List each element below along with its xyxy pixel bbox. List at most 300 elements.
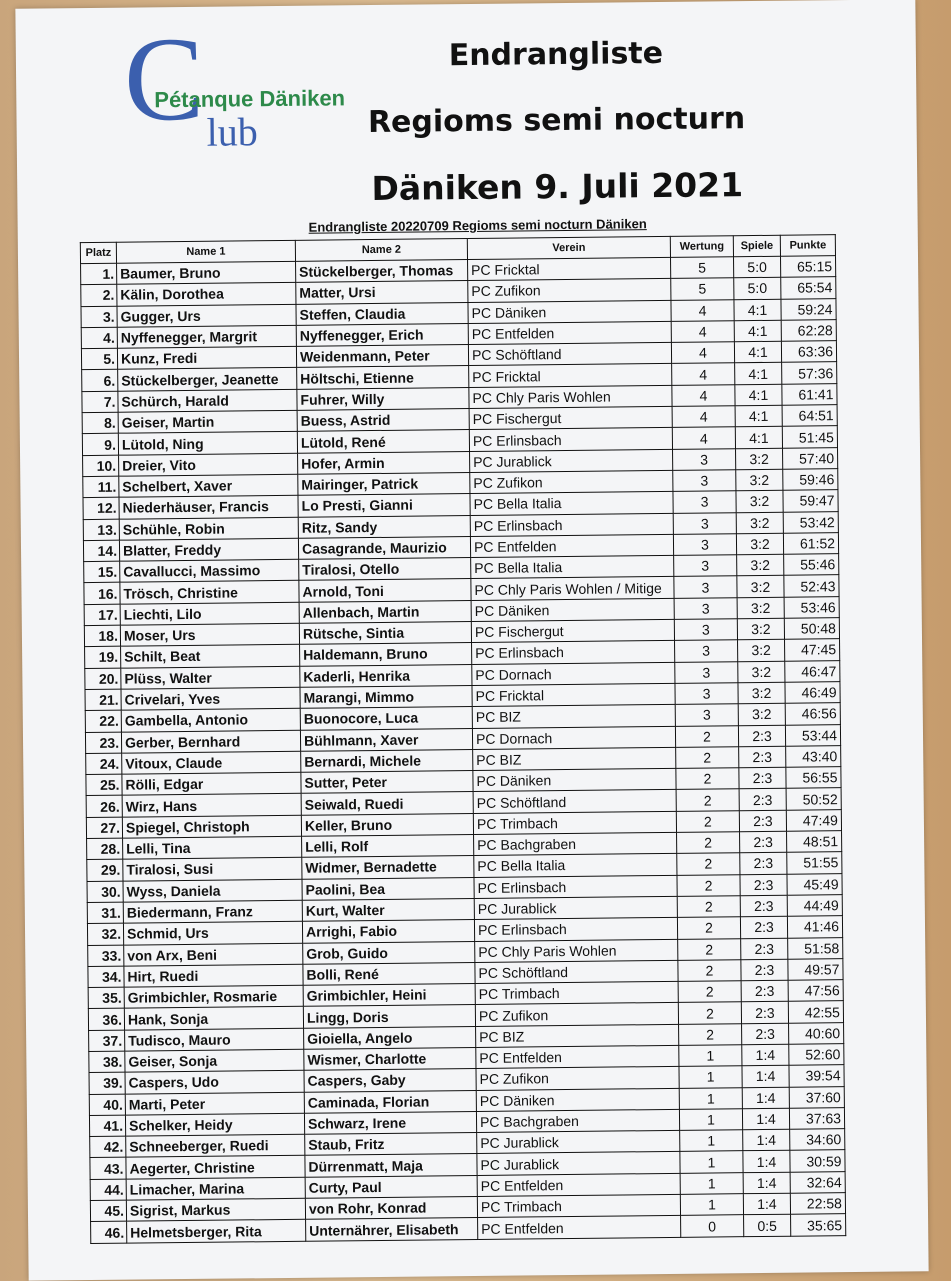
cell-verein: PC Jurablick	[474, 896, 677, 919]
cell-wertung: 2	[677, 853, 740, 875]
cell-name1: Dreier, Vito	[119, 453, 298, 476]
cell-spiele: 3:2	[737, 576, 784, 598]
cell-verein: PC Jurablick	[477, 1131, 680, 1154]
cell-platz: 10.	[83, 455, 119, 477]
cell-spiele: 3:2	[737, 618, 784, 640]
cell-platz: 42.	[90, 1136, 126, 1158]
cell-spiele: 2:3	[738, 725, 785, 747]
cell-verein: PC Fricktal	[472, 683, 675, 706]
cell-punkte: 46:49	[785, 682, 840, 704]
cell-name2: Steffen, Claudia	[296, 302, 468, 325]
cell-name1: Schelbert, Xaver	[119, 474, 298, 497]
cell-punkte: 50:52	[786, 788, 841, 810]
cell-punkte: 51:58	[788, 937, 843, 959]
col-header-punkte: Punkte	[780, 235, 835, 257]
cell-platz: 31.	[87, 902, 123, 924]
cell-wertung: 2	[677, 874, 740, 896]
cell-name2: Bernardi, Michele	[301, 749, 473, 772]
cell-punkte: 43:40	[786, 745, 841, 767]
cell-wertung: 4	[672, 427, 735, 449]
cell-name1: Biedermann, Franz	[123, 900, 302, 923]
cell-name1: Liechti, Lilo	[120, 602, 299, 625]
cell-punkte: 61:52	[783, 533, 838, 555]
cell-name2: Sutter, Peter	[301, 771, 473, 794]
cell-name1: Schneeberger, Ruedi	[126, 1134, 305, 1157]
cell-name2: Kaderli, Henrika	[300, 664, 472, 687]
cell-verein: PC Schöftland	[473, 790, 676, 813]
cell-spiele: 5:0	[734, 278, 781, 300]
cell-name2: Matter, Ursi	[296, 281, 468, 304]
cell-spiele: 4:1	[735, 427, 782, 449]
cell-platz: 4.	[81, 327, 117, 349]
cell-spiele: 2:3	[740, 895, 787, 917]
cell-verein: PC Bella Italia	[474, 854, 677, 877]
cell-spiele: 1:4	[742, 1108, 789, 1130]
cell-spiele: 3:2	[736, 469, 783, 491]
cell-wertung: 3	[675, 704, 738, 726]
cell-platz: 21.	[85, 689, 121, 711]
cell-name2: Lingg, Doris	[303, 1005, 475, 1028]
cell-wertung: 0	[681, 1215, 744, 1237]
cell-spiele: 2:3	[739, 767, 786, 789]
col-header-name1: Name 1	[116, 240, 295, 263]
cell-verein: PC Schöftland	[468, 343, 671, 366]
title-block	[346, 25, 768, 227]
cell-spiele: 3:2	[738, 703, 785, 725]
cell-wertung: 1	[679, 1066, 742, 1088]
cell-wertung: 2	[676, 768, 739, 790]
cell-punkte: 53:46	[784, 596, 839, 618]
cell-name1: Baumer, Bruno	[117, 261, 296, 284]
cell-spiele: 1:4	[742, 1087, 789, 1109]
title-line-3: Däniken 9. Juli 2021	[371, 165, 744, 209]
cell-name1: Geiser, Martin	[118, 410, 297, 433]
cell-verein: PC BIZ	[476, 1024, 679, 1047]
cell-wertung: 2	[677, 832, 740, 854]
cell-wertung: 3	[674, 597, 737, 619]
col-header-verein: Verein	[467, 236, 670, 259]
cell-name2: Fuhrer, Willy	[297, 387, 469, 410]
cell-platz: 20.	[85, 668, 121, 690]
cell-spiele: 2:3	[742, 1023, 789, 1045]
cell-spiele: 3:2	[736, 448, 783, 470]
cell-name1: Wyss, Daniela	[123, 879, 302, 902]
cell-punkte: 35:65	[791, 1214, 846, 1236]
cell-verein: PC Bachgraben	[474, 832, 677, 855]
cell-name1: Grimbichler, Rosmarie	[124, 985, 303, 1008]
cell-platz: 5.	[81, 348, 117, 370]
cell-name2: Bolli, René	[303, 962, 475, 985]
paper-sheet	[15, 0, 928, 1281]
cell-spiele: 4:1	[734, 320, 781, 342]
cell-name2: Grimbichler, Heini	[303, 984, 475, 1007]
title-line-2: Regioms semi nocturn	[367, 101, 746, 141]
cell-wertung: 3	[673, 512, 736, 534]
cell-name1: Sigrist, Markus	[126, 1198, 305, 1221]
cell-name1: Geiser, Sonja	[125, 1049, 304, 1072]
cell-name1: Lelli, Tina	[123, 836, 302, 859]
cell-platz: 34.	[88, 966, 124, 988]
cell-verein: PC Entfelden	[470, 534, 673, 557]
club-logo	[123, 11, 346, 158]
cell-verein: PC Dornach	[472, 662, 675, 685]
cell-name2: Gioiella, Angelo	[304, 1026, 476, 1049]
cell-platz: 38.	[89, 1051, 125, 1073]
cell-platz: 33.	[88, 945, 124, 967]
cell-punkte: 32:64	[790, 1171, 845, 1193]
cell-wertung: 2	[679, 1023, 742, 1045]
cell-name2: Allenbach, Martin	[299, 600, 471, 623]
cell-spiele: 2:3	[741, 980, 788, 1002]
cell-platz: 32.	[87, 923, 123, 945]
cell-name2: Curty, Paul	[305, 1175, 477, 1198]
cell-platz: 15.	[84, 561, 120, 583]
cell-punkte: 39:54	[789, 1065, 844, 1087]
cell-platz: 19.	[85, 647, 121, 669]
cell-wertung: 2	[676, 789, 739, 811]
cell-punkte: 37:63	[789, 1108, 844, 1130]
cell-punkte: 62:28	[781, 320, 836, 342]
cell-name2: Buess, Astrid	[297, 409, 469, 432]
cell-wertung: 1	[680, 1194, 743, 1216]
ranking-table	[80, 234, 846, 1244]
cell-platz: 44.	[90, 1179, 126, 1201]
cell-name1: Schühle, Robin	[119, 517, 298, 540]
cell-spiele: 4:1	[734, 299, 781, 321]
cell-verein: PC Entfelden	[468, 321, 671, 344]
cell-name1: Hirt, Ruedi	[124, 964, 303, 987]
cell-punkte: 51:45	[782, 426, 837, 448]
cell-wertung: 2	[678, 981, 741, 1003]
logo-letter-c: C	[123, 11, 205, 146]
cell-punkte: 41:46	[787, 916, 842, 938]
cell-punkte: 57:40	[783, 447, 838, 469]
table-caption: Endrangliste 20220709 Regioms semi nocturn Däniken	[308, 216, 647, 235]
cell-platz: 25.	[86, 774, 122, 796]
cell-name2: Ritz, Sandy	[298, 515, 470, 538]
cell-spiele: 3:2	[736, 512, 783, 534]
cell-spiele: 4:1	[734, 341, 781, 363]
cell-name2: Haldemann, Bruno	[300, 643, 472, 666]
cell-punkte: 30:59	[790, 1150, 845, 1172]
cell-verein: PC Fricktal	[469, 364, 672, 387]
cell-name1: Helmetsberger, Rita	[127, 1220, 306, 1243]
cell-platz: 26.	[86, 796, 122, 818]
cell-wertung: 2	[676, 810, 739, 832]
cell-name2: Rütsche, Sintia	[299, 622, 471, 645]
cell-name1: Plüss, Walter	[121, 666, 300, 689]
title-line-1: Endrangliste	[448, 35, 664, 74]
cell-name1: Tudisco, Mauro	[125, 1028, 304, 1051]
cell-name2: Bühlmann, Xaver	[300, 728, 472, 751]
cell-name1: Wirz, Hans	[122, 794, 301, 817]
cell-spiele: 1:4	[742, 1044, 789, 1066]
cell-name2: von Rohr, Konrad	[305, 1197, 477, 1220]
cell-wertung: 4	[671, 299, 734, 321]
cell-platz: 22.	[85, 710, 121, 732]
cell-spiele: 1:4	[743, 1151, 790, 1173]
cell-platz: 29.	[87, 859, 123, 881]
cell-wertung: 1	[680, 1130, 743, 1152]
cell-platz: 39.	[89, 1072, 125, 1094]
cell-name2: Paolini, Bea	[302, 877, 474, 900]
col-header-wertung: Wertung	[670, 236, 733, 258]
cell-platz: 9.	[82, 434, 118, 456]
cell-platz: 7.	[82, 391, 118, 413]
cell-wertung: 5	[671, 257, 734, 279]
cell-wertung: 4	[671, 342, 734, 364]
cell-name2: Unternährer, Elisabeth	[306, 1218, 478, 1241]
cell-platz: 36.	[88, 1009, 124, 1031]
cell-spiele: 1:4	[743, 1193, 790, 1215]
cell-spiele: 2:3	[741, 938, 788, 960]
cell-wertung: 2	[678, 938, 741, 960]
cell-name2: Hofer, Armin	[298, 451, 470, 474]
cell-name1: Schürch, Harald	[118, 389, 297, 412]
cell-punkte: 40:60	[789, 1022, 844, 1044]
cell-wertung: 3	[674, 619, 737, 641]
cell-name1: Tiralosi, Susi	[123, 858, 302, 881]
col-header-platz: Platz	[80, 242, 116, 263]
cell-punkte: 53:44	[785, 724, 840, 746]
cell-verein: PC Trimbach	[477, 1194, 680, 1217]
cell-verein: PC Erlinsbach	[474, 918, 677, 941]
cell-name1: von Arx, Beni	[124, 943, 303, 966]
cell-spiele: 1:4	[742, 1065, 789, 1087]
cell-platz: 11.	[83, 476, 119, 498]
cell-wertung: 2	[676, 747, 739, 769]
cell-wertung: 3	[674, 555, 737, 577]
cell-name2: Keller, Bruno	[301, 813, 473, 836]
cell-wertung: 4	[671, 321, 734, 343]
cell-name2: Lelli, Rolf	[302, 835, 474, 858]
cell-verein: PC Chly Paris Wohlen	[469, 385, 672, 408]
cell-wertung: 2	[678, 959, 741, 981]
cell-wertung: 4	[672, 363, 735, 385]
cell-spiele: 2:3	[740, 916, 787, 938]
cell-verein: PC Däniken	[476, 1088, 679, 1111]
cell-punkte: 59:24	[781, 298, 836, 320]
cell-verein: PC Erlinsbach	[472, 641, 675, 664]
cell-verein: PC Trimbach	[475, 981, 678, 1004]
cell-punkte: 59:46	[783, 469, 838, 491]
cell-name2: Nyffenegger, Erich	[296, 323, 468, 346]
cell-name2: Widmer, Bernadette	[302, 856, 474, 879]
cell-platz: 1.	[81, 263, 117, 285]
cell-platz: 43.	[90, 1158, 126, 1180]
cell-wertung: 3	[673, 491, 736, 513]
cell-wertung: 3	[673, 448, 736, 470]
cell-spiele: 2:3	[741, 1002, 788, 1024]
cell-verein: PC Fricktal	[468, 257, 671, 280]
cell-name2: Lo Presti, Gianni	[298, 494, 470, 517]
cell-spiele: 2:3	[740, 874, 787, 896]
cell-platz: 17.	[84, 604, 120, 626]
cell-wertung: 1	[680, 1151, 743, 1173]
cell-verein: PC Däniken	[468, 300, 671, 323]
cell-punkte: 53:42	[783, 511, 838, 533]
cell-wertung: 3	[675, 661, 738, 683]
cell-name1: Niederhäuser, Francis	[119, 496, 298, 519]
cell-verein: PC Entfelden	[477, 1173, 680, 1196]
cell-verein: PC Trimbach	[473, 811, 676, 834]
cell-punkte: 46:56	[785, 703, 840, 725]
cell-verein: PC Däniken	[471, 598, 674, 621]
cell-name2: Kurt, Walter	[302, 898, 474, 921]
cell-name1: Hank, Sonja	[124, 1007, 303, 1030]
cell-wertung: 2	[675, 725, 738, 747]
col-header-spiele: Spiele	[733, 235, 780, 256]
cell-name2: Caspers, Gaby	[304, 1069, 476, 1092]
cell-punkte: 47:49	[786, 809, 841, 831]
cell-verein: PC Erlinsbach	[469, 428, 672, 451]
cell-platz: 8.	[82, 412, 118, 434]
cell-verein: PC Jurablick	[470, 449, 673, 472]
logo-lub: lub	[206, 109, 259, 155]
cell-platz: 16.	[84, 583, 120, 605]
cell-verein: PC Jurablick	[477, 1152, 680, 1175]
cell-platz: 23.	[85, 732, 121, 754]
cell-spiele: 3:2	[737, 597, 784, 619]
cell-platz: 28.	[87, 838, 123, 860]
cell-name1: Marti, Peter	[125, 1092, 304, 1115]
logo-club-name: Pétanque Däniken	[154, 85, 346, 113]
cell-spiele: 2:3	[741, 959, 788, 981]
cell-punkte: 55:46	[784, 554, 839, 576]
cell-platz: 37.	[89, 1030, 125, 1052]
cell-wertung: 3	[675, 683, 738, 705]
cell-name1: Schelker, Heidy	[125, 1113, 304, 1136]
cell-spiele: 2:3	[740, 831, 787, 853]
cell-spiele: 3:2	[736, 491, 783, 513]
cell-spiele: 4:1	[735, 405, 782, 427]
cell-verein: PC Chly Paris Wohlen	[475, 939, 678, 962]
cell-verein: PC Bella Italia	[471, 556, 674, 579]
cell-spiele: 3:2	[738, 640, 785, 662]
cell-platz: 30.	[87, 881, 123, 903]
cell-verein: PC Entfelden	[476, 1045, 679, 1068]
cell-punkte: 52:60	[789, 1044, 844, 1066]
cell-verein: PC BIZ	[473, 747, 676, 770]
cell-name2: Weidenmann, Peter	[296, 345, 468, 368]
cell-name1: Cavallucci, Massimo	[120, 559, 299, 582]
cell-punkte: 52:43	[784, 575, 839, 597]
cell-spiele: 1:4	[743, 1129, 790, 1151]
cell-wertung: 4	[672, 406, 735, 428]
col-header-name2: Name 2	[295, 239, 467, 262]
cell-wertung: 1	[680, 1172, 743, 1194]
cell-spiele: 1:4	[743, 1172, 790, 1194]
cell-name2: Stückelberger, Thomas	[296, 260, 468, 283]
cell-spiele: 3:2	[738, 661, 785, 683]
cell-punkte: 65:15	[780, 256, 835, 278]
cell-name1: Vitoux, Claude	[122, 751, 301, 774]
cell-spiele: 5:0	[734, 256, 781, 278]
cell-name1: Kunz, Fredi	[117, 347, 296, 370]
cell-spiele: 3:2	[737, 554, 784, 576]
cell-punkte: 57:36	[782, 362, 837, 384]
cell-name2: Marangi, Mimmo	[300, 685, 472, 708]
cell-wertung: 4	[672, 385, 735, 407]
cell-name2: Arnold, Toni	[299, 579, 471, 602]
cell-name2: Dürrenmatt, Maja	[305, 1154, 477, 1177]
cell-spiele: 4:1	[735, 384, 782, 406]
cell-name1: Spiegel, Christoph	[122, 815, 301, 838]
cell-verein: PC Zufikon	[470, 470, 673, 493]
cell-punkte: 64:51	[782, 405, 837, 427]
cell-wertung: 3	[673, 470, 736, 492]
cell-platz: 40.	[89, 1094, 125, 1116]
cell-platz: 12.	[83, 497, 119, 519]
cell-punkte: 49:57	[788, 958, 843, 980]
cell-platz: 45.	[90, 1200, 126, 1222]
cell-spiele: 2:3	[740, 853, 787, 875]
cell-punkte: 45:49	[787, 873, 842, 895]
cell-punkte: 47:45	[785, 639, 840, 661]
cell-punkte: 44:49	[787, 895, 842, 917]
cell-name1: Stückelberger, Jeanette	[118, 368, 297, 391]
cell-wertung: 2	[677, 917, 740, 939]
cell-platz: 14.	[83, 540, 119, 562]
cell-name2: Buonocore, Luca	[300, 707, 472, 730]
cell-punkte: 47:56	[788, 980, 843, 1002]
cell-punkte: 61:41	[782, 383, 837, 405]
cell-wertung: 3	[673, 534, 736, 556]
cell-verein: PC Erlinsbach	[470, 513, 673, 536]
cell-name1: Lütold, Ning	[118, 432, 297, 455]
cell-wertung: 2	[677, 896, 740, 918]
cell-verein: PC Fischergut	[471, 619, 674, 642]
cell-wertung: 1	[679, 1087, 742, 1109]
cell-platz: 35.	[88, 987, 124, 1009]
cell-name2: Mairinger, Patrick	[298, 472, 470, 495]
cell-name2: Caminada, Florian	[304, 1090, 476, 1113]
cell-wertung: 3	[674, 576, 737, 598]
cell-name1: Crivelari, Yves	[121, 687, 300, 710]
cell-verein: PC Bella Italia	[470, 492, 673, 515]
cell-punkte: 34:60	[790, 1129, 845, 1151]
cell-platz: 27.	[86, 817, 122, 839]
cell-verein: PC Bachgraben	[476, 1109, 679, 1132]
cell-spiele: 3:2	[738, 682, 785, 704]
cell-punkte: 51:55	[787, 852, 842, 874]
cell-spiele: 3:2	[736, 533, 783, 555]
cell-verein: PC Dornach	[472, 726, 675, 749]
cell-name1: Trösch, Christine	[120, 581, 299, 604]
cell-platz: 46.	[91, 1222, 127, 1244]
cell-name1: Blatter, Freddy	[119, 538, 298, 561]
cell-name2: Casagrande, Maurizio	[298, 536, 470, 559]
cell-name1: Limacher, Marina	[126, 1177, 305, 1200]
cell-spiele: 4:1	[735, 363, 782, 385]
cell-punkte: 50:48	[784, 618, 839, 640]
cell-verein: PC Schöftland	[475, 960, 678, 983]
cell-name1: Kälin, Dorothea	[117, 283, 296, 306]
cell-name2: Staub, Fritz	[305, 1133, 477, 1156]
cell-platz: 2.	[81, 284, 117, 306]
cell-verein: PC Fischergut	[469, 406, 672, 429]
cell-name1: Nyffenegger, Margrit	[117, 325, 296, 348]
cell-wertung: 5	[671, 278, 734, 300]
cell-verein: PC Chly Paris Wohlen / Mitige	[471, 577, 674, 600]
cell-name1: Gugger, Urs	[117, 304, 296, 327]
cell-punkte: 46:47	[785, 660, 840, 682]
cell-name2: Wismer, Charlotte	[304, 1047, 476, 1070]
cell-punkte: 63:36	[781, 341, 836, 363]
cell-verein: PC Erlinsbach	[474, 875, 677, 898]
cell-platz: 3.	[81, 306, 117, 328]
cell-name2: Lütold, René	[297, 430, 469, 453]
